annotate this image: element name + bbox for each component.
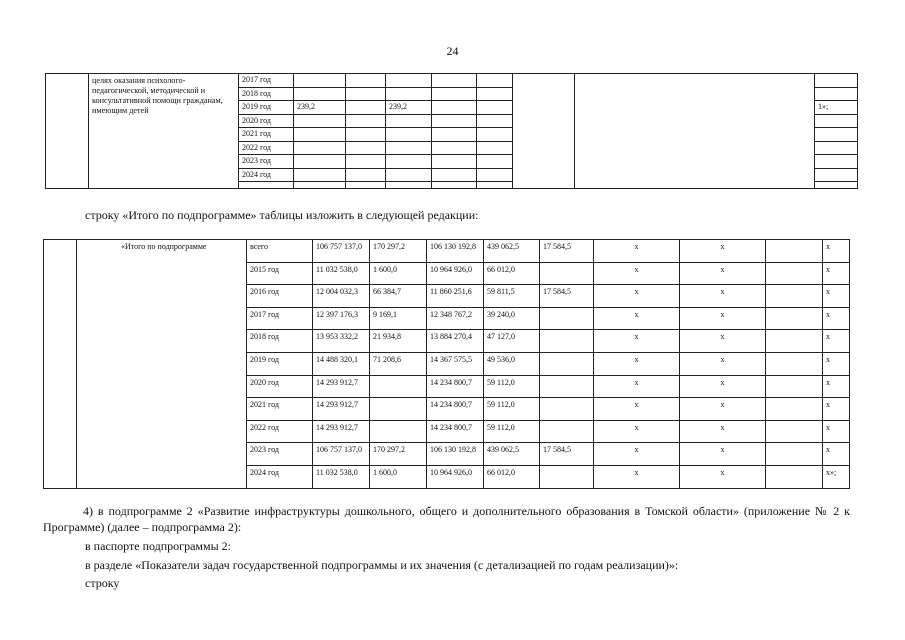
x-cell: х bbox=[594, 375, 680, 398]
amount-local: 66 012,0 bbox=[484, 262, 540, 285]
year-cell: 2020 год bbox=[239, 114, 294, 128]
x-cell: х bbox=[680, 240, 766, 263]
x-cell: х bbox=[594, 330, 680, 353]
value-cell bbox=[477, 168, 513, 182]
amount-federal: 21 934,8 bbox=[370, 330, 427, 353]
x-cell: х bbox=[823, 352, 850, 375]
end-cell bbox=[815, 128, 858, 142]
amount-other bbox=[540, 352, 594, 375]
amount-local: 59 112,0 bbox=[484, 420, 540, 443]
empty-cell bbox=[432, 182, 477, 189]
x-cell: х bbox=[680, 398, 766, 421]
empty-cell bbox=[766, 398, 823, 421]
empty-cell bbox=[766, 352, 823, 375]
year-cell: 2021 год bbox=[239, 128, 294, 142]
empty-cell bbox=[239, 182, 294, 189]
amount-other bbox=[540, 420, 594, 443]
amount-regional: 12 348 767,2 bbox=[427, 307, 484, 330]
value-cell bbox=[294, 74, 346, 88]
period-cell: 2020 год bbox=[247, 375, 313, 398]
amount-total: 106 757 137,0 bbox=[313, 240, 370, 263]
x-cell: х bbox=[680, 352, 766, 375]
year-cell: 2017 год bbox=[239, 74, 294, 88]
amount-federal: 1 600,0 bbox=[370, 262, 427, 285]
amount-regional: 14 234 800,7 bbox=[427, 420, 484, 443]
amount-regional: 14 367 575,5 bbox=[427, 352, 484, 375]
value-cell bbox=[386, 141, 432, 155]
value-cell bbox=[386, 87, 432, 101]
x-cell: х bbox=[594, 352, 680, 375]
total-label: «Итого по подпрограмме bbox=[77, 240, 247, 489]
x-cell: х bbox=[680, 443, 766, 466]
value-cell bbox=[477, 128, 513, 142]
period-cell: 2017 год bbox=[247, 307, 313, 330]
value-cell bbox=[294, 128, 346, 142]
amount-total: 14 293 912,7 bbox=[313, 398, 370, 421]
value-cell bbox=[294, 114, 346, 128]
value-cell bbox=[432, 141, 477, 155]
amount-regional: 14 234 800,7 bbox=[427, 398, 484, 421]
value-cell bbox=[477, 155, 513, 169]
amount-other: 17 584,5 bbox=[540, 443, 594, 466]
value-cell bbox=[386, 128, 432, 142]
empty-cell bbox=[766, 262, 823, 285]
table-row bbox=[46, 74, 858, 88]
amount-total: 11 032 538,0 bbox=[313, 262, 370, 285]
amount-regional: 10 964 926,0 bbox=[427, 262, 484, 285]
end-cell bbox=[815, 168, 858, 182]
empty-cell bbox=[766, 240, 823, 263]
value-cell bbox=[432, 74, 477, 88]
value-cell bbox=[346, 128, 386, 142]
end-cell bbox=[815, 114, 858, 128]
x-cell: х bbox=[823, 307, 850, 330]
amount-total: 14 293 912,7 bbox=[313, 420, 370, 443]
x-cell: х bbox=[680, 262, 766, 285]
year-cell: 2022 год bbox=[239, 141, 294, 155]
x-cell: х bbox=[680, 330, 766, 353]
amount-local: 59 112,0 bbox=[484, 375, 540, 398]
amount-regional: 106 130 192,8 bbox=[427, 443, 484, 466]
value-cell bbox=[386, 114, 432, 128]
paragraph-row: строку bbox=[85, 576, 120, 590]
x-cell: х bbox=[594, 307, 680, 330]
x-cell: х bbox=[823, 398, 850, 421]
empty-cell bbox=[766, 420, 823, 443]
value-cell bbox=[346, 141, 386, 155]
table-row bbox=[44, 240, 850, 263]
amount-federal bbox=[370, 398, 427, 421]
value-cell bbox=[477, 141, 513, 155]
x-cell: х bbox=[594, 398, 680, 421]
empty-cell bbox=[46, 74, 89, 189]
value-cell bbox=[294, 168, 346, 182]
amount-federal: 9 169,1 bbox=[370, 307, 427, 330]
period-cell: всего bbox=[247, 240, 313, 263]
empty-cell bbox=[766, 307, 823, 330]
x-cell: х bbox=[594, 285, 680, 308]
empty-cell bbox=[513, 74, 575, 189]
x-cell: х bbox=[680, 465, 766, 488]
amount-federal: 1 600,0 bbox=[370, 465, 427, 488]
period-cell: 2022 год bbox=[247, 420, 313, 443]
amount-regional: 106 130 192,8 bbox=[427, 240, 484, 263]
amount-federal bbox=[370, 375, 427, 398]
x-cell: х bbox=[823, 240, 850, 263]
value-cell bbox=[346, 155, 386, 169]
empty-cell bbox=[294, 182, 346, 189]
empty-cell bbox=[346, 182, 386, 189]
amount-other bbox=[540, 465, 594, 488]
value-cell bbox=[432, 101, 477, 115]
empty-cell bbox=[575, 74, 815, 189]
value-cell bbox=[346, 114, 386, 128]
empty-cell bbox=[386, 182, 432, 189]
end-cell: 1»; bbox=[815, 101, 858, 115]
amount-federal bbox=[370, 420, 427, 443]
amount-regional: 14 234 800,7 bbox=[427, 375, 484, 398]
amount-local: 439 062,5 bbox=[484, 240, 540, 263]
value-cell bbox=[432, 114, 477, 128]
value-cell: 239,2 bbox=[386, 101, 432, 115]
empty-cell bbox=[815, 182, 858, 189]
x-cell: х bbox=[823, 285, 850, 308]
x-cell: х bbox=[680, 307, 766, 330]
empty-cell bbox=[766, 443, 823, 466]
end-cell bbox=[815, 141, 858, 155]
x-cell: х bbox=[680, 375, 766, 398]
paragraph-subprogram-2: 4) в подпрограмме 2 «Развитие инфраструктуры дошкольного, общего и дополнительного образования в Томской области» (приложение № 2 к Программе) (далее – подпрограмма 2): bbox=[43, 504, 850, 534]
value-cell bbox=[477, 87, 513, 101]
amount-total: 106 757 137,0 bbox=[313, 443, 370, 466]
value-cell bbox=[346, 168, 386, 182]
amount-local: 439 062,5 bbox=[484, 443, 540, 466]
amount-total: 11 032 538,0 bbox=[313, 465, 370, 488]
year-cell: 2023 год bbox=[239, 155, 294, 169]
intro-text: строку «Итого по подпрограмме» таблицы изложить в следующей редакции: bbox=[85, 208, 479, 222]
value-cell: 239,2 bbox=[294, 101, 346, 115]
value-cell bbox=[432, 128, 477, 142]
period-cell: 2023 год bbox=[247, 443, 313, 466]
value-cell bbox=[294, 141, 346, 155]
x-cell: х bbox=[823, 443, 850, 466]
amount-local: 66 012,0 bbox=[484, 465, 540, 488]
amount-federal: 170 297,2 bbox=[370, 443, 427, 466]
value-cell bbox=[432, 155, 477, 169]
x-cell: х bbox=[823, 262, 850, 285]
x-cell: х bbox=[594, 443, 680, 466]
empty-cell bbox=[766, 330, 823, 353]
amount-total: 13 953 332,2 bbox=[313, 330, 370, 353]
amount-other: 17 584,5 bbox=[540, 240, 594, 263]
period-cell: 2021 год bbox=[247, 398, 313, 421]
paragraph-section: в разделе «Показатели задач государственной подпрограммы и их значения (с детализацией по годам реализации)»: bbox=[85, 558, 679, 572]
value-cell bbox=[346, 74, 386, 88]
period-cell: 2016 год bbox=[247, 285, 313, 308]
amount-local: 49 536,0 bbox=[484, 352, 540, 375]
empty-cell bbox=[766, 465, 823, 488]
indicator-table bbox=[45, 73, 858, 189]
value-cell bbox=[386, 168, 432, 182]
x-cell: х bbox=[594, 420, 680, 443]
paragraph-passport: в паспорте подпрограммы 2: bbox=[85, 539, 232, 553]
x-cell: х bbox=[594, 240, 680, 263]
amount-regional: 11 860 251,6 bbox=[427, 285, 484, 308]
x-cell: х»; bbox=[823, 465, 850, 488]
value-cell bbox=[346, 87, 386, 101]
value-cell bbox=[432, 87, 477, 101]
x-cell: х bbox=[594, 465, 680, 488]
x-cell: х bbox=[680, 420, 766, 443]
empty-cell bbox=[477, 182, 513, 189]
amount-other bbox=[540, 330, 594, 353]
x-cell: х bbox=[823, 330, 850, 353]
amount-total: 12 004 032,3 bbox=[313, 285, 370, 308]
period-cell: 2024 год bbox=[247, 465, 313, 488]
value-cell bbox=[294, 87, 346, 101]
amount-other: 17 584,5 bbox=[540, 285, 594, 308]
empty-cell bbox=[766, 285, 823, 308]
x-cell: х bbox=[594, 262, 680, 285]
x-cell: х bbox=[680, 285, 766, 308]
total-table bbox=[43, 239, 850, 489]
value-cell bbox=[432, 168, 477, 182]
period-cell: 2015 год bbox=[247, 262, 313, 285]
amount-regional: 10 964 926,0 bbox=[427, 465, 484, 488]
amount-other bbox=[540, 262, 594, 285]
amount-other bbox=[540, 398, 594, 421]
end-cell bbox=[815, 155, 858, 169]
amount-federal: 71 208,6 bbox=[370, 352, 427, 375]
amount-local: 39 240,0 bbox=[484, 307, 540, 330]
value-cell bbox=[294, 155, 346, 169]
year-cell: 2024 год bbox=[239, 168, 294, 182]
amount-local: 59 811,5 bbox=[484, 285, 540, 308]
amount-local: 47 127,0 bbox=[484, 330, 540, 353]
empty-cell bbox=[44, 240, 77, 489]
value-cell bbox=[477, 114, 513, 128]
amount-total: 12 397 176,3 bbox=[313, 307, 370, 330]
end-cell bbox=[815, 87, 858, 101]
amount-federal: 66 384,7 bbox=[370, 285, 427, 308]
period-cell: 2019 год bbox=[247, 352, 313, 375]
amount-federal: 170 297,2 bbox=[370, 240, 427, 263]
indicator-description: целях оказания психолого-педагогической, методической и консультативной помощи гражданам, имеющим детей bbox=[89, 74, 239, 189]
period-cell: 2018 год bbox=[247, 330, 313, 353]
value-cell bbox=[386, 155, 432, 169]
amount-total: 14 293 912,7 bbox=[313, 375, 370, 398]
empty-cell bbox=[766, 375, 823, 398]
amount-total: 14 488 320,1 bbox=[313, 352, 370, 375]
value-cell bbox=[477, 74, 513, 88]
value-cell bbox=[386, 74, 432, 88]
amount-local: 59 112,0 bbox=[484, 398, 540, 421]
amount-other bbox=[540, 307, 594, 330]
amount-regional: 13 884 270,4 bbox=[427, 330, 484, 353]
amount-other bbox=[540, 375, 594, 398]
x-cell: х bbox=[823, 420, 850, 443]
page-number: 24 bbox=[446, 44, 459, 58]
year-cell: 2019 год bbox=[239, 101, 294, 115]
x-cell: х bbox=[823, 375, 850, 398]
value-cell bbox=[477, 101, 513, 115]
value-cell bbox=[346, 101, 386, 115]
year-cell: 2018 год bbox=[239, 87, 294, 101]
end-cell bbox=[815, 74, 858, 88]
